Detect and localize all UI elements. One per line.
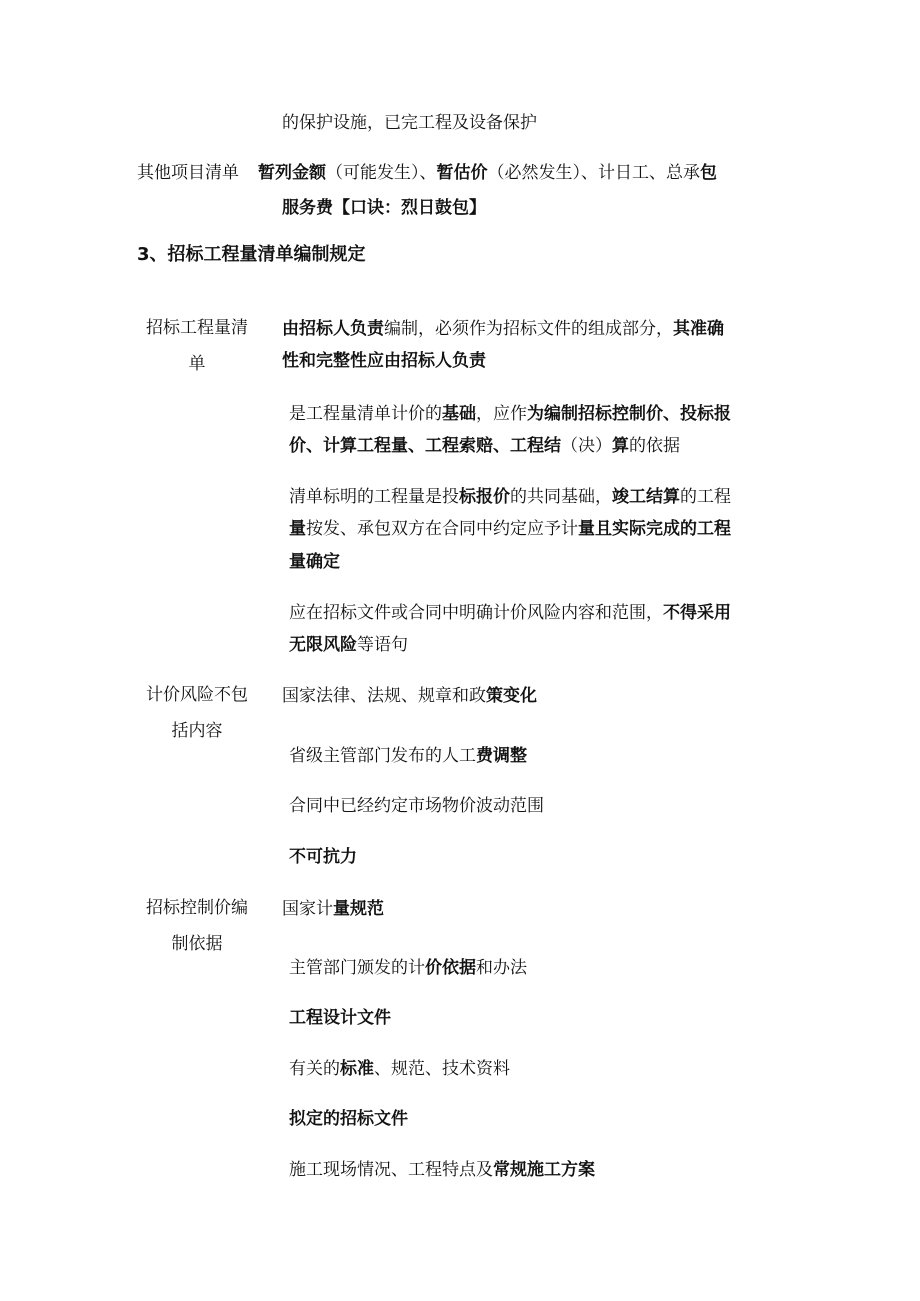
bold-text-run: 标报价 bbox=[459, 487, 510, 507]
bold-text-run: 由招标人负责 bbox=[282, 319, 384, 339]
control-label-line1: 招标控制价编 bbox=[146, 898, 248, 918]
bold-text-run: 暂估价 bbox=[436, 163, 488, 183]
bill-item4-line2 bbox=[289, 635, 408, 655]
bill-item4-line1 bbox=[289, 603, 731, 623]
bold-text-run: 策变化 bbox=[486, 686, 537, 706]
control-item bbox=[289, 958, 527, 978]
bold-text-run: 拟定的招标文件 bbox=[289, 1109, 408, 1129]
bill-label-line1: 招标工程量清 bbox=[146, 318, 248, 338]
bold-text-run: 价依据 bbox=[425, 958, 476, 978]
text-run: 和办法 bbox=[476, 958, 527, 978]
bold-text-run: 费调整 bbox=[476, 746, 527, 766]
text-run: 编制，必须作为招标文件的组成部分， bbox=[384, 319, 673, 339]
bill-item3-line1 bbox=[289, 487, 731, 507]
text-run: 是工程量清单计价的 bbox=[289, 404, 442, 424]
section-heading: 3、招标工程量清单编制规定 bbox=[137, 244, 366, 265]
bold-text-run: 标准 bbox=[340, 1059, 374, 1079]
bold-text-run: 竣工结算 bbox=[612, 487, 680, 507]
text-run: 、规范、技术资料 bbox=[374, 1059, 510, 1079]
risk-item bbox=[289, 746, 527, 766]
bold-text-run: 工程设计文件 bbox=[289, 1008, 391, 1028]
text-run: 合同中已经约定市场物价波动范围 bbox=[289, 796, 544, 816]
control-label bbox=[137, 890, 257, 962]
text-run: 按发、承包双方在合同中约定应予计 bbox=[306, 519, 578, 539]
bold-text-run: 价、计算工程量、工程索赔、工程结 bbox=[289, 436, 561, 456]
bold-text-run: 不可抗力 bbox=[289, 847, 357, 867]
bill-item1-line2: 性和完整性应由招标人负责 bbox=[282, 351, 486, 371]
prev-line: 的保护设施，已完工程及设备保护 bbox=[282, 113, 537, 133]
text-run: 清单标明的工程量是投 bbox=[289, 487, 459, 507]
text-run: 施工现场情况、工程特点及 bbox=[289, 1160, 493, 1180]
control-item bbox=[282, 899, 384, 919]
bill-item2-line1 bbox=[289, 404, 731, 424]
bold-text-run: 量规范 bbox=[333, 899, 384, 919]
control-item bbox=[289, 1059, 510, 1079]
risk-item bbox=[282, 686, 537, 706]
bill-item1-line1 bbox=[282, 319, 724, 339]
text-run: （必然发生）、计日工、总承 bbox=[487, 163, 700, 183]
bill-item3-line3: 量确定 bbox=[289, 552, 340, 572]
bold-text-run: 算 bbox=[612, 436, 629, 456]
risk-label-line1: 计价风险不包 bbox=[146, 685, 248, 705]
control-label-line2: 制依据 bbox=[171, 934, 223, 954]
text-run: ，应作 bbox=[476, 404, 527, 424]
text-run: 的依据 bbox=[629, 436, 680, 456]
bold-text-run: 暂列金额 bbox=[258, 163, 326, 183]
bold-text-run: 无限风险 bbox=[289, 635, 357, 655]
text-run: 有关的 bbox=[289, 1059, 340, 1079]
bold-text-run: 包 bbox=[700, 163, 717, 183]
text-run: 国家法律、法规、规章和政 bbox=[282, 686, 486, 706]
text-run: 等语句 bbox=[357, 635, 408, 655]
risk-item bbox=[289, 847, 357, 867]
bold-text-run: 量 bbox=[289, 519, 306, 539]
bill-label bbox=[137, 310, 257, 382]
risk-label bbox=[137, 677, 257, 749]
bold-text-run: 基础 bbox=[442, 404, 476, 424]
bill-item2-line2 bbox=[289, 436, 680, 456]
bold-text-run: 不得采用 bbox=[663, 603, 731, 623]
control-item bbox=[289, 1160, 595, 1180]
other-items-line1 bbox=[258, 163, 717, 183]
bold-text-run: 量且实际完成的工程 bbox=[578, 519, 731, 539]
text-run: 主管部门颁发的计 bbox=[289, 958, 425, 978]
control-item bbox=[289, 1008, 391, 1028]
bold-text-run: 常规施工方案 bbox=[493, 1160, 595, 1180]
other-items-line2: 服务费【口诀：烈日鼓包】 bbox=[282, 198, 486, 218]
risk-item bbox=[289, 796, 544, 816]
bold-text-run: 为编制招标控制价、投标报 bbox=[527, 404, 731, 424]
control-item bbox=[289, 1109, 408, 1129]
text-run: （可能发生）、 bbox=[326, 163, 437, 183]
text-run: 的共同基础， bbox=[510, 487, 612, 507]
other-items-label: 其他项目清单 bbox=[137, 163, 239, 183]
text-run: 国家计 bbox=[282, 899, 333, 919]
bill-item3-line2 bbox=[289, 519, 731, 539]
text-run: 省级主管部门发布的人工 bbox=[289, 746, 476, 766]
risk-label-line2: 括内容 bbox=[171, 721, 223, 741]
bill-label-line2: 单 bbox=[188, 354, 206, 374]
bold-text-run: 其准确 bbox=[673, 319, 724, 339]
text-run: 应在招标文件或合同中明确计价风险内容和范围， bbox=[289, 603, 663, 623]
text-run: （决） bbox=[561, 436, 612, 456]
text-run: 的工程 bbox=[680, 487, 731, 507]
